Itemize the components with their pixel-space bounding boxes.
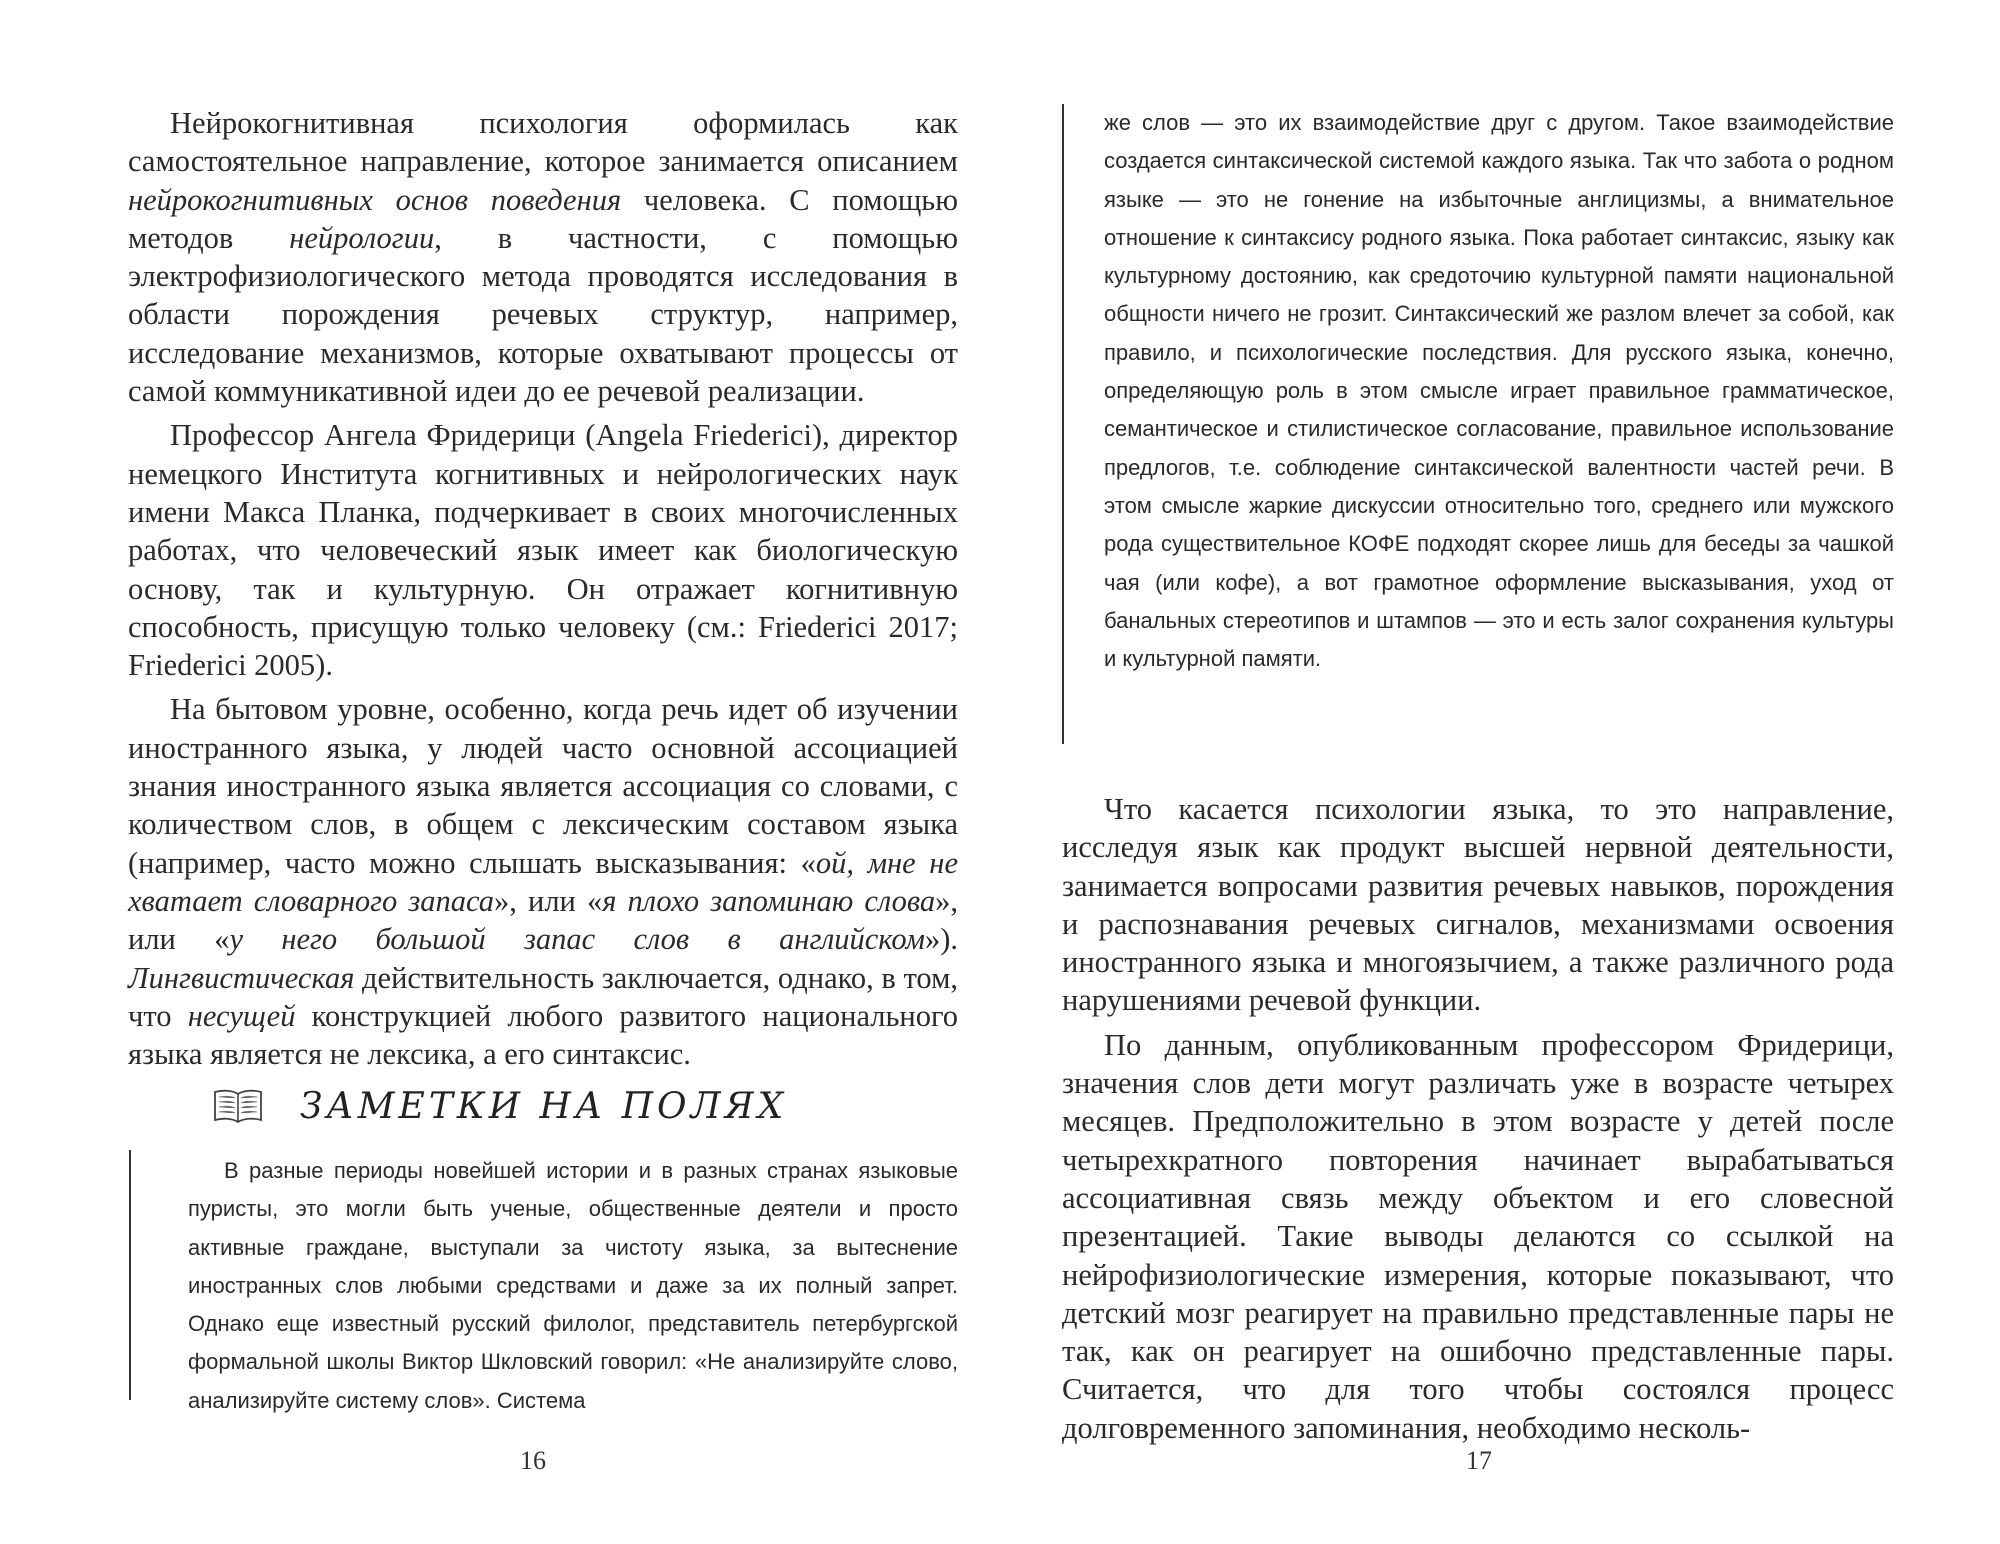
page-number-right: 17 — [1466, 1446, 1492, 1475]
right-page — [1000, 0, 2000, 1544]
note-paragraph: В разные периоды новейшей истории и в разных странах языковые пуристы, это могли быть ученые, общественные деятели и просто активные граждане, выступали за чистоту языка, за вытеснение иностранных слов любыми средствами и даже за их полный запрет. Однако еще известный русский филолог, представитель петербургской формальной школы Виктор Шкловский говорил: «Не анализируйте слово, анализируйте систему слов». Система — [188, 1158, 958, 1413]
margin-note-text — [188, 1152, 958, 1420]
open-book-icon — [212, 1088, 264, 1124]
paragraph: На бытовом уровне, особенно, когда речь идет об изучении иностранного языка, у людей часто основной ассоциацией знания иностранного языка является ассоциация со словами, с количеством слов, в общем с лексическим составом языка (например, часто можно слышать высказывания: «ой, мне не хватает словарного запаса», или «я плохо запоминаю слова», или «у него большой запас слов в английском»). Лингвистическая действительность заключается, однако, в том, что несущей конструкцией любого развитого национального языка является не лексика, а его синтаксис. — [128, 692, 958, 1072]
paragraph: Профессор Ангела Фридерици (Angela Friederici), директор немецкого Института когнитивных и нейрологических наук имени Макса Планка, подчеркивает в своих многочисленных работах, что человеческий язык имеет как биологическую основу, так и культурную. Он отражает когнитивную способность, присущую только человеку (см.: Friederici 2017; Friederici 2005). — [128, 418, 958, 683]
margin-note-text-continued — [1104, 104, 1894, 678]
right-main-text — [1062, 790, 1894, 1447]
notes-heading — [212, 1076, 972, 1136]
note-paragraph: же слов — это их взаимодействие друг с другом. Такое взаимодействие создается синтаксической системой каждого языка. Так что забота о родном языке — это не гонение на избыточные англицизмы, а внимательное отношение к синтаксису родного языка. Пока работает синтаксис, языку как культурному достоянию, как средоточию культурной памяти национальной общности ничего не грозит. Синтаксический же разлом влечет за собой, как правило, и психологические последствия. Для русского языка, конечно, определяющую роль в этом смысле играет правильное грамматическое, семантическое и стилистическое согласование, правильное использование предлогов, т.е. соблюдение синтаксической валентности частей речи. В этом смысле жаркие дискуссии относительно того, среднего или мужского рода существительное КОФЕ подходят скорее лишь для беседы за чашкой чая (или кофе), а вот грамотное оформление высказывания, уход от банальных стереотипов и штампов — это и есть залог сохранения культуры и культурной памяти. — [1104, 110, 1894, 672]
paragraph: По данным, опубликованным профессором Фридерици, значения слов дети могут различать уже в возрасте четырех месяцев. Предположительно в этом возрасте у детей после четырехкратного повторения начинает вырабатываться ассоциативная связь между объектом и его словесной презентацией. Такие выводы делаются со ссылкой на нейрофизиологические измерения, которые показывают, что детский мозг реагирует на правильно представленные пары не так, как он реагирует на ошибочно представленные пары. Считается, что для того чтобы состоялся процесс долговременного запоминания, необходимо несколь- — [1062, 1027, 1894, 1445]
paragraph: Нейрокогнитивная психология оформилась как самостоятельное направление, которое занимается описанием нейрокогнитивных основ поведения человека. С помощью методов нейрологии, в частности, с помощью электрофизиологического метода проводятся исследования в области порождения речевых структур, например, исследование механизмов, которые охватывают процессы от самой коммуникативной идеи до ее речевой реализации. — [128, 106, 958, 409]
page-number-left: 16 — [520, 1446, 546, 1475]
note-margin-line — [1062, 104, 1064, 744]
notes-heading-title: ЗАМЕТКИ НА ПОЛЯХ — [300, 1085, 788, 1127]
left-main-text — [128, 104, 958, 1073]
note-margin-line — [129, 1150, 131, 1400]
paragraph: Что касается психологии языка, то это направление, исследуя язык как продукт высшей нервной деятельности, занимается вопросами развития речевых навыков, порождения и распознавания речевых сигналов, механизмами освоения иностранного языка и многоязычием, а также различного рода нарушениями речевой функции. — [1062, 792, 1894, 1018]
